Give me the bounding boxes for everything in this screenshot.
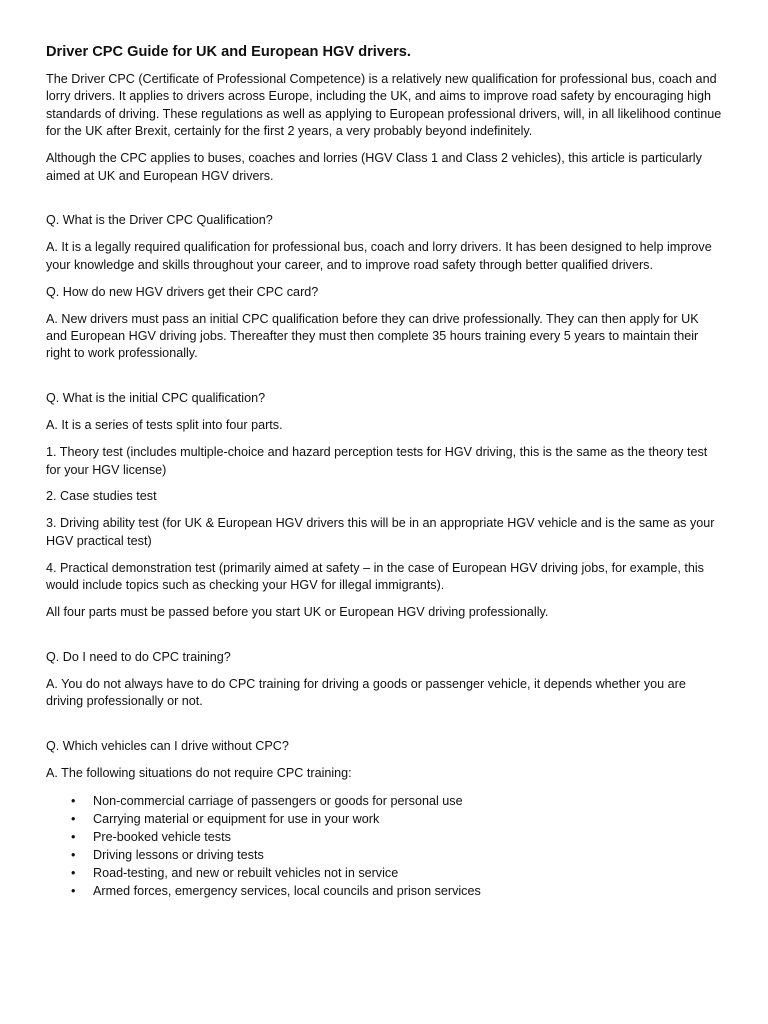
list-item <box>46 882 722 900</box>
document-title: Driver CPC Guide for UK and European HGV drivers. <box>46 44 411 60</box>
list-item-text: Armed forces, emergency services, local councils and prison services <box>93 883 481 898</box>
bullet-icon: • <box>71 883 76 898</box>
answer-initial-cpc: A. It is a series of tests split into four parts. <box>46 418 283 433</box>
question-cpc-training: Q. Do I need to do CPC training? <box>46 649 231 664</box>
bullet-icon: • <box>71 847 76 862</box>
section-spacer <box>46 372 722 390</box>
question-initial-cpc: Q. What is the initial CPC qualification? <box>46 391 266 406</box>
section-spacer <box>46 631 722 649</box>
answer-cpc-training: A. You do not always have to do CPC training for driving a goods or passenger vehicle, it depends whether you are driving professionally or not. <box>46 676 686 709</box>
section-spacer <box>46 194 722 212</box>
answer-cpc-qualification: A. It is a legally required qualification for professional bus, coach and lorry drivers. It has been designed to help improve your knowledge and skills throughout your career, and to improve road safety through better qualified drivers. <box>46 240 712 272</box>
list-item-text: Carrying material or equipment for use in your work <box>93 811 380 826</box>
answer-cpc-card: A. New drivers must pass an initial CPC qualification before they can drive professionally. They can then apply for UK and European HGV driving jobs. Thereafter they must then complete 35 hours training every 5 years to maintain their right to work professionally. <box>46 311 699 361</box>
intro-paragraph-1: The Driver CPC (Certificate of Professional Competence) is a relatively new qualification for professional bus, coach and lorry drivers. It applies to drivers across Europe, including the UK, and aims to improve road safety by encouraging high standards of driving. These regulations as well as applying to European professional drivers, will, in all likelihood continue for the UK after Brexit, certainly for the first 2 years, a very probably beyond indefinitely. <box>46 72 722 139</box>
bullet-icon: • <box>71 811 76 826</box>
list-item-text: Road-testing, and new or rebuilt vehicles not in service <box>93 865 399 880</box>
test-part-4: 4. Practical demonstration test (primarily aimed at safety – in the case of European HGV driving jobs, for example, this would include topics such as checking your HGV for illegal immigrants). <box>46 560 704 593</box>
answer-vehicles-without-cpc: A. The following situations do not require CPC training: <box>46 765 352 780</box>
list-item-text: Pre-booked vehicle tests <box>93 829 231 844</box>
exemptions-list <box>46 792 722 900</box>
test-part-2: 2. Case studies test <box>46 489 157 504</box>
list-item <box>46 828 722 846</box>
list-item-text: Non-commercial carriage of passengers or goods for personal use <box>93 793 463 808</box>
bullet-icon: • <box>71 865 76 880</box>
question-cpc-qualification: Q. What is the Driver CPC Qualification? <box>46 213 273 228</box>
list-item <box>46 846 722 864</box>
list-item-text: Driving lessons or driving tests <box>93 847 264 862</box>
intro-paragraph-2: Although the CPC applies to buses, coaches and lorries (HGV Class 1 and Class 2 vehicles), this article is particularly aimed at UK and European HGV drivers. <box>46 151 702 183</box>
list-item <box>46 864 722 882</box>
bullet-icon: • <box>71 829 76 844</box>
document-body <box>46 42 722 900</box>
list-item <box>46 792 722 810</box>
test-part-1: 1. Theory test (includes multiple-choice and hazard perception tests for HGV driving, this is the same as the theory test for your HGV license) <box>46 445 708 477</box>
bullet-icon: • <box>71 793 76 808</box>
list-item <box>46 810 722 828</box>
all-parts-note: All four parts must be passed before you start UK or European HGV driving professionally. <box>46 604 549 619</box>
test-part-3: 3. Driving ability test (for UK & European HGV drivers this will be in an appropriate HGV vehicle and is the same as your HGV practical test) <box>46 516 715 548</box>
question-cpc-card: Q. How do new HGV drivers get their CPC card? <box>46 284 319 299</box>
question-vehicles-without-cpc: Q. Which vehicles can I drive without CPC? <box>46 739 289 754</box>
section-spacer <box>46 720 722 738</box>
